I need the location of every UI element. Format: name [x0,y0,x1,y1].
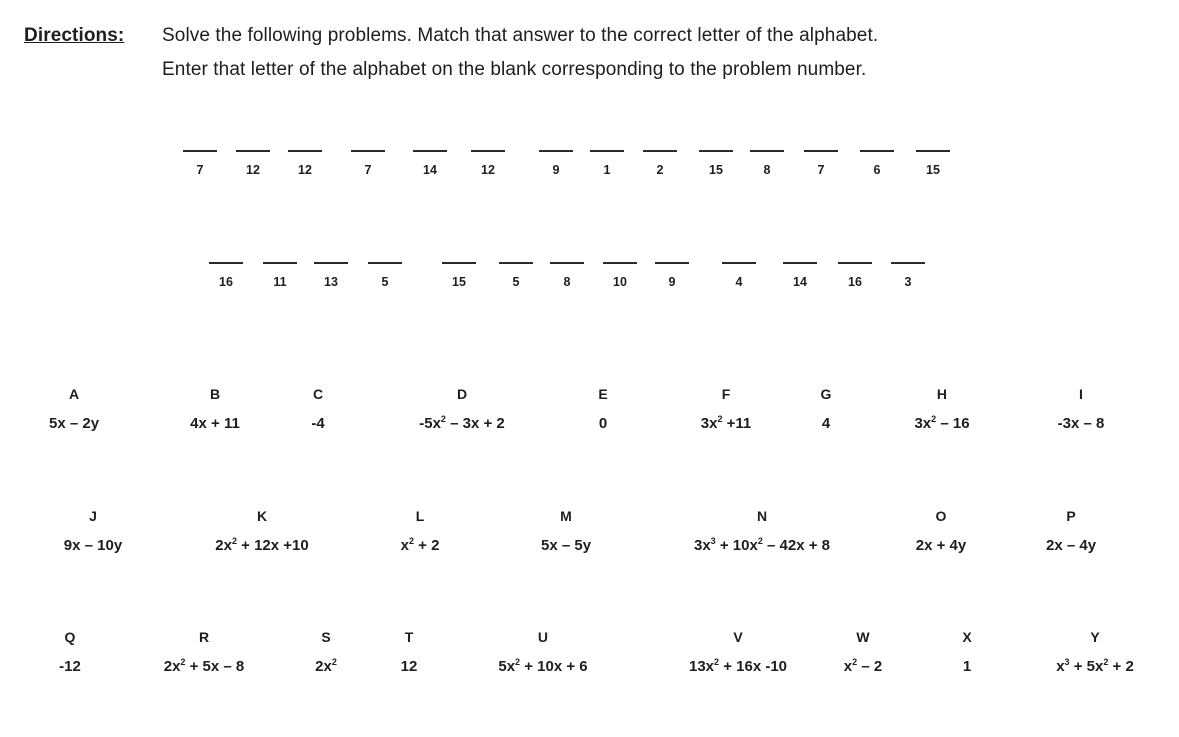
answer-blank[interactable]: 4 [722,262,756,289]
choice-expression: 4 [821,415,831,432]
answer-choice-j [64,507,122,555]
choice-expression: 9x – 10y [63,537,123,554]
answer-choice-p [1046,507,1096,555]
directions-label: Directions: [24,25,125,46]
choice-expression: -3x – 8 [1057,415,1105,432]
answer-choice-s [315,628,337,676]
answer-blank[interactable]: 16 [209,262,243,289]
choice-expression: 12 [400,658,418,675]
answer-blank[interactable]: 1 [590,150,624,177]
choice-expression: $3x^3 + 10x^2 - 42x + 8$ [693,536,831,554]
answer-blank[interactable]: 11 [263,262,297,289]
choice-letter: A [68,386,80,402]
choice-letter: W [856,629,870,645]
answer-blank[interactable]: 13 [314,262,348,289]
choice-expression: $13x^2 + 16x$ -10 [688,657,788,675]
answer-blank[interactable]: 5 [368,262,402,289]
answer-choice-h [914,385,969,433]
answer-blank[interactable]: 10 [603,262,637,289]
choice-letter: G [820,386,832,402]
answer-blank[interactable]: 15 [699,150,733,177]
answer-choice-t [401,628,418,676]
choice-expression: $2x^2 + 12x +10$ [215,536,309,554]
answer-choice-r [164,628,245,676]
choice-letter: R [198,629,210,645]
choice-expression: $3x^2 - 16$ [914,414,970,432]
choice-expression: 4x + 11 [190,415,240,432]
choice-expression: $x^2 - 2$ [843,657,883,675]
answer-choice-w [844,628,882,676]
answer-choice-k [215,507,308,555]
answer-blank[interactable]: 9 [539,150,573,177]
choice-expression: $3x^2 +11$ [700,414,752,432]
answer-blank[interactable]: 2 [643,150,677,177]
answer-choice-d [419,385,505,433]
choice-letter: S [321,629,331,645]
answer-blank[interactable]: 15 [442,262,476,289]
choice-letter: O [935,508,947,524]
answer-choice-q [59,628,81,676]
answer-choice-l [401,507,440,555]
answer-blank[interactable]: 12 [236,150,270,177]
choice-expression: 2x + 4y [915,537,967,554]
choice-expression: $x^3 + 5x^2 + 2$ [1056,657,1134,675]
answer-choice-m [541,507,591,555]
answer-choice-c [311,385,324,433]
choice-letter: X [962,629,972,645]
choice-letter: K [256,508,268,524]
answer-blank[interactable]: 8 [550,262,584,289]
choice-letter: D [456,386,468,402]
choice-expression: -4 [311,415,325,432]
answer-blank[interactable]: 5 [499,262,533,289]
choice-letter: E [598,386,608,402]
answer-blank[interactable]: 14 [783,262,817,289]
answer-choice-a [49,385,99,433]
answer-blank[interactable]: 7 [183,150,217,177]
answer-choice-u [498,628,587,676]
answer-blank[interactable]: 15 [916,150,950,177]
choice-letter: H [936,386,948,402]
answer-blank[interactable]: 9 [655,262,689,289]
answer-blank[interactable]: 3 [891,262,925,289]
answer-choice-n [694,507,830,555]
choice-letter: M [560,508,572,524]
choice-letter: J [89,508,97,524]
answer-choice-o [916,507,966,555]
choice-letter: N [756,508,768,524]
choice-expression: -12 [59,658,81,675]
answer-blank[interactable]: 7 [351,150,385,177]
answer-choice-b [190,385,240,433]
answer-choice-g [821,385,832,433]
answer-blank[interactable]: 14 [413,150,447,177]
choice-letter: Q [64,629,76,645]
choice-letter: B [209,386,221,402]
answer-blank[interactable]: 7 [804,150,838,177]
answer-choice-v [689,628,787,676]
choice-expression: $2x^2$ [315,657,337,675]
choice-expression: 0 [598,415,608,432]
choice-expression: $5x^2 + 10x + 6$ [498,657,588,675]
answer-blank[interactable]: 12 [471,150,505,177]
answer-choice-y [1056,628,1134,676]
choice-letter: V [733,629,743,645]
choice-expression: $-5x^2 - 3x + 2$ [419,414,505,432]
choice-letter: U [537,629,549,645]
choice-expression: 1 [962,658,972,675]
answer-choice-f [701,385,752,433]
directions-text-line-1: Solve the following problems. Match that answer to the correct letter of the alphabet. [162,25,879,46]
choice-letter: P [1066,508,1076,524]
choice-expression: 5x – 5y [540,537,592,554]
choice-expression: $x^2 + 2$ [400,536,440,554]
answer-blank[interactable]: 6 [860,150,894,177]
choice-expression: 2x – 4y [1045,537,1097,554]
choice-letter: T [404,629,414,645]
answer-choice-e [598,385,607,433]
choice-letter: L [415,508,425,524]
answer-choice-x [962,628,971,676]
choice-expression: $2x^2 + 5x - 8$ [163,657,245,675]
choice-expression: 5x – 2y [48,415,100,432]
choice-letter: Y [1090,629,1100,645]
directions-text-line-2: Enter that letter of the alphabet on the blank corresponding to the problem number. [162,59,867,80]
choice-letter: I [1079,386,1083,402]
answer-choice-i [1058,385,1105,433]
choice-letter: C [312,386,324,402]
answer-blank[interactable]: 8 [750,150,784,177]
answer-blank[interactable]: 12 [288,150,322,177]
answer-blank[interactable]: 16 [838,262,872,289]
choice-letter: F [721,386,731,402]
